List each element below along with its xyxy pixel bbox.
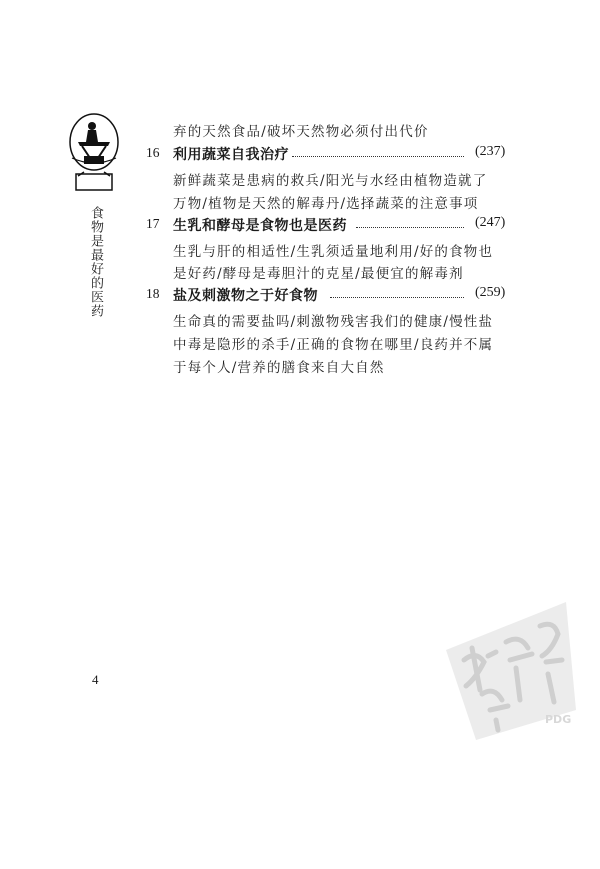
toc-entry-description: 是好药/酵母是毒胆汁的克星/最便宜的解毒剂 xyxy=(173,266,464,282)
toc-entry-description: 新鲜蔬菜是患病的救兵/阳光与水经由植物造就了 xyxy=(173,173,488,189)
toc-dot-leader xyxy=(356,227,464,228)
toc-entry-description: 于每个人/营养的膳食来自大自然 xyxy=(173,360,385,376)
toc-entry-heading[interactable]: 生乳和酵母是食物也是医药 xyxy=(173,218,347,234)
toc-entry-description: 中毒是隐形的杀手/正确的食物在哪里/良药并不属 xyxy=(173,337,494,353)
toc-continued-description: 弃的天然食品/破坏天然物必须付出代价 xyxy=(173,124,429,140)
page-folio-number: 4 xyxy=(92,672,99,687)
chapter-vignette-illustration xyxy=(64,112,124,198)
toc-entry-description: 生乳与肝的相适性/生乳须适量地利用/好的食物也 xyxy=(173,244,494,260)
toc-entry-description: 生命真的需要盐吗/刺激物残害我们的健康/慢性盐 xyxy=(173,314,494,330)
toc-dot-leader xyxy=(292,156,464,157)
toc-dot-leader xyxy=(330,297,464,298)
toc-entry-description: 万物/植物是天然的解毒丹/选择蔬菜的注意事项 xyxy=(173,196,479,212)
watermark-label: PDG xyxy=(545,713,572,726)
toc-page-number[interactable]: (259) xyxy=(475,285,506,300)
toc-entry-heading[interactable]: 盐及刺激物之于好食物 xyxy=(173,288,318,304)
toc-page-number[interactable]: (247) xyxy=(475,215,506,230)
toc-entry-number: 16 xyxy=(146,145,160,160)
running-side-title: 食物是最好的医药 xyxy=(88,206,103,318)
watermark-seal-icon xyxy=(436,590,586,750)
toc-entry-heading[interactable]: 利用蔬菜自我治疗 xyxy=(173,147,289,163)
toc-entry-number: 17 xyxy=(146,216,160,231)
toc-entry-number: 18 xyxy=(146,286,160,301)
toc-page-number[interactable]: (237) xyxy=(475,144,506,159)
